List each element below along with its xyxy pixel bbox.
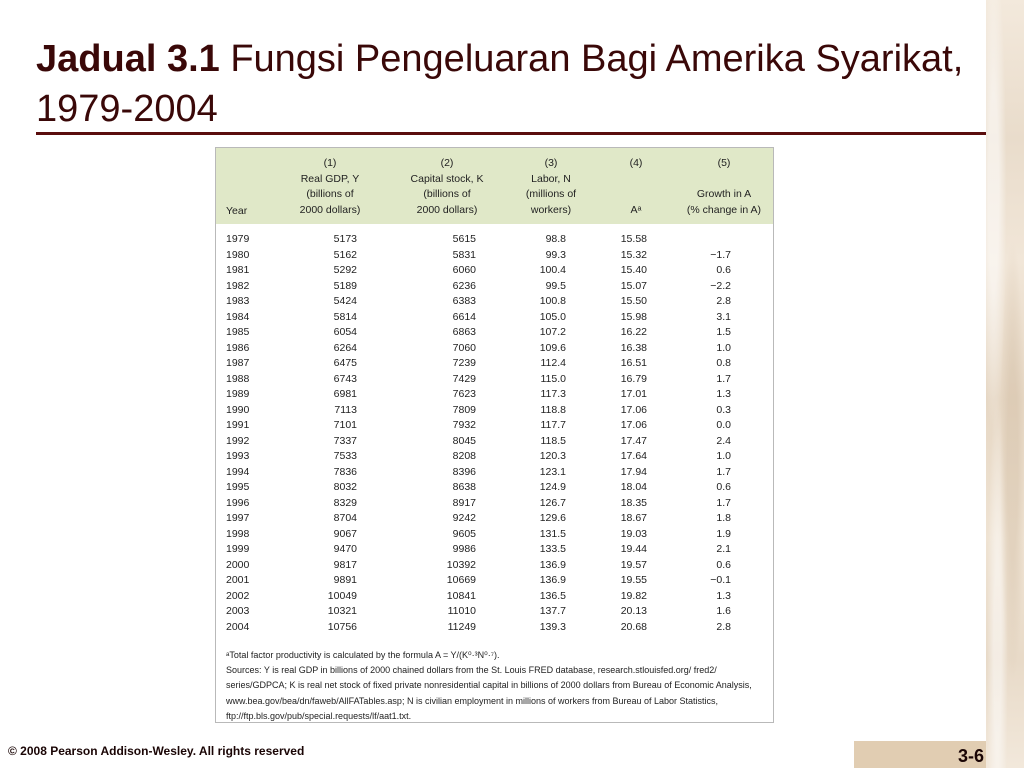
cell-tfp: 17.47 bbox=[620, 434, 647, 447]
cell-tfp: 20.68 bbox=[620, 620, 647, 633]
cell-tfp: 16.38 bbox=[620, 341, 647, 354]
sources-note: Sources: Y is real GDP in billions of 2000 chained dollars from the St. Louis FRED database, research.stlouisfed.org/ fred2/ series/GDPCA; K is real net stock of fixed private nonresidential capital in billions of 2000 dollars from Bureau of Economic Analysis, www.bea.gov/bea/dn/faweb/AllFATables.asp; N is civilian employment in millions of workers from Bureau of Labor Statistics, ftp://ftp.bls.gov/pub/special.requests/lf/aat1.txt. bbox=[226, 665, 752, 721]
table-row bbox=[216, 480, 773, 496]
header-line bbox=[676, 172, 772, 188]
cell-capital-stock: 8638 bbox=[452, 481, 476, 494]
table-row bbox=[216, 387, 773, 403]
cell-capital-stock: 8917 bbox=[452, 496, 476, 509]
cell-year: 2002 bbox=[226, 589, 250, 602]
cell-capital-stock: 9986 bbox=[452, 543, 476, 556]
cell-tfp: 18.35 bbox=[620, 496, 647, 509]
data-table-figure bbox=[215, 147, 774, 723]
header-line: Real GDP, Y bbox=[300, 172, 360, 185]
table-row bbox=[216, 341, 773, 357]
header-line: workers) bbox=[530, 203, 572, 216]
cell-growth: −2.2 bbox=[710, 279, 731, 292]
table-row bbox=[216, 449, 773, 465]
cell-labor: 136.9 bbox=[539, 558, 566, 571]
table-row bbox=[216, 604, 773, 620]
cell-capital-stock: 7239 bbox=[452, 357, 476, 370]
header-line: (3) bbox=[544, 157, 558, 169]
cell-real-gdp: 10756 bbox=[327, 620, 357, 633]
cell-tfp: 20.13 bbox=[620, 605, 647, 618]
cell-capital-stock: 6060 bbox=[452, 264, 476, 277]
header-line bbox=[606, 172, 666, 188]
cell-growth: 1.3 bbox=[716, 388, 731, 401]
cell-year: 1986 bbox=[226, 341, 250, 354]
cell-tfp: 19.57 bbox=[620, 558, 647, 571]
cell-capital-stock: 10669 bbox=[446, 574, 476, 587]
cell-real-gdp: 6743 bbox=[333, 372, 357, 385]
cell-growth: 0.6 bbox=[716, 264, 731, 277]
table-row bbox=[216, 294, 773, 310]
cell-labor: 99.3 bbox=[545, 248, 566, 261]
cell-capital-stock: 9605 bbox=[452, 527, 476, 540]
cell-labor: 123.1 bbox=[539, 465, 566, 478]
cell-tfp: 17.06 bbox=[620, 403, 647, 416]
header-line: (billions of bbox=[306, 188, 354, 200]
cell-capital-stock: 7429 bbox=[452, 372, 476, 385]
decorative-side-strip bbox=[986, 0, 1024, 768]
cell-tfp: 15.07 bbox=[620, 279, 647, 292]
copyright-notice: © 2008 Pearson Addison-Wesley. All rights reserved bbox=[8, 744, 305, 758]
cell-real-gdp: 6054 bbox=[333, 326, 357, 339]
cell-labor: 99.5 bbox=[545, 279, 566, 292]
cell-tfp: 16.22 bbox=[620, 326, 647, 339]
cell-growth: 1.3 bbox=[716, 589, 731, 602]
cell-growth: 1.7 bbox=[716, 465, 731, 478]
cell-capital-stock: 6863 bbox=[452, 326, 476, 339]
cell-labor: 126.7 bbox=[539, 496, 566, 509]
table-row bbox=[216, 511, 773, 527]
cell-labor: 136.5 bbox=[539, 589, 566, 602]
cell-year: 1999 bbox=[226, 543, 250, 556]
table-row bbox=[216, 403, 773, 419]
cell-labor: 129.6 bbox=[539, 512, 566, 525]
cell-real-gdp: 9817 bbox=[333, 558, 357, 571]
cell-growth: 1.8 bbox=[716, 512, 731, 525]
cell-real-gdp: 5162 bbox=[333, 248, 357, 261]
cell-growth: 3.1 bbox=[716, 310, 731, 323]
table-row bbox=[216, 589, 773, 605]
cell-real-gdp: 7337 bbox=[333, 434, 357, 447]
cell-year: 1993 bbox=[226, 450, 250, 463]
cell-tfp: 15.58 bbox=[620, 233, 647, 245]
page-number-badge bbox=[854, 741, 986, 768]
table-row bbox=[216, 325, 773, 341]
cell-tfp: 18.67 bbox=[620, 512, 647, 525]
cell-capital-stock: 6614 bbox=[452, 310, 476, 323]
cell-year: 1997 bbox=[226, 512, 250, 525]
cell-capital-stock: 5831 bbox=[452, 248, 476, 261]
cell-labor: 100.8 bbox=[539, 295, 566, 308]
page-number: 3-6 bbox=[957, 746, 984, 766]
table-row bbox=[216, 573, 773, 589]
header-real-gdp bbox=[280, 156, 380, 218]
cell-labor: 117.7 bbox=[540, 419, 566, 432]
cell-growth: −0.1 bbox=[710, 574, 731, 587]
cell-growth: 0.6 bbox=[716, 481, 731, 494]
cell-labor: 139.3 bbox=[539, 620, 566, 633]
cell-labor: 112.4 bbox=[540, 357, 566, 370]
cell-capital-stock: 10392 bbox=[446, 558, 476, 571]
table-row bbox=[216, 434, 773, 450]
cell-year: 1992 bbox=[226, 434, 250, 447]
cell-real-gdp: 5814 bbox=[333, 310, 357, 323]
cell-real-gdp: 10049 bbox=[327, 589, 357, 602]
header-line: (millions of bbox=[525, 188, 577, 200]
cell-real-gdp: 5189 bbox=[333, 279, 357, 292]
cell-year: 2000 bbox=[226, 558, 250, 571]
cell-growth: 2.1 bbox=[716, 543, 731, 556]
cell-capital-stock: 8396 bbox=[452, 465, 476, 478]
cell-real-gdp: 7533 bbox=[333, 450, 357, 463]
cell-capital-stock: 7809 bbox=[452, 403, 476, 416]
header-line: 2000 dollars) bbox=[299, 203, 361, 216]
cell-real-gdp: 5292 bbox=[333, 264, 357, 277]
cell-tfp: 15.98 bbox=[620, 310, 647, 323]
cell-year: 1994 bbox=[226, 465, 250, 478]
cell-labor: 133.5 bbox=[539, 543, 566, 556]
cell-growth: 0.6 bbox=[716, 558, 731, 571]
table-notes bbox=[226, 648, 766, 724]
cell-real-gdp: 9891 bbox=[333, 574, 357, 587]
cell-labor: 118.8 bbox=[540, 403, 566, 416]
cell-capital-stock: 8045 bbox=[452, 434, 476, 447]
title-divider bbox=[36, 132, 986, 135]
cell-labor: 118.5 bbox=[540, 434, 566, 447]
cell-tfp: 17.01 bbox=[620, 388, 647, 401]
cell-growth: 1.6 bbox=[716, 605, 731, 618]
cell-tfp: 19.82 bbox=[620, 589, 647, 602]
header-line: Growth in A bbox=[696, 188, 752, 200]
table-row bbox=[216, 465, 773, 481]
cell-year: 1988 bbox=[226, 372, 250, 385]
cell-tfp: 19.03 bbox=[620, 527, 647, 540]
cell-year: 1983 bbox=[226, 295, 250, 308]
header-line: (2) bbox=[440, 157, 454, 169]
cell-capital-stock: 7932 bbox=[452, 419, 476, 432]
cell-real-gdp: 8329 bbox=[333, 496, 357, 509]
cell-capital-stock: 10841 bbox=[446, 589, 476, 602]
table-row bbox=[216, 620, 773, 636]
table-row bbox=[216, 418, 773, 434]
cell-real-gdp: 8032 bbox=[333, 481, 357, 494]
table-row bbox=[216, 372, 773, 388]
cell-tfp: 17.94 bbox=[620, 465, 647, 478]
header-line bbox=[606, 187, 666, 203]
cell-labor: 131.5 bbox=[539, 527, 566, 540]
cell-labor: 136.9 bbox=[539, 574, 566, 587]
cell-real-gdp: 6981 bbox=[333, 388, 357, 401]
cell-tfp: 15.50 bbox=[620, 295, 647, 308]
header-line: (4) bbox=[629, 157, 643, 169]
cell-real-gdp: 9470 bbox=[333, 543, 357, 556]
cell-labor: 124.9 bbox=[539, 481, 566, 494]
table-row bbox=[216, 263, 773, 279]
header-growth bbox=[676, 156, 772, 218]
cell-year: 2004 bbox=[226, 620, 250, 633]
cell-year: 1979 bbox=[226, 233, 250, 245]
cell-growth: 1.9 bbox=[716, 527, 731, 540]
cell-capital-stock: 7060 bbox=[452, 341, 476, 354]
slide-title bbox=[36, 34, 976, 134]
cell-labor: 109.6 bbox=[539, 341, 566, 354]
cell-year: 1985 bbox=[226, 326, 250, 339]
cell-labor: 98.8 bbox=[545, 233, 566, 245]
cell-capital-stock: 6236 bbox=[452, 279, 476, 292]
header-line: (1) bbox=[323, 157, 337, 169]
table-row bbox=[216, 527, 773, 543]
table-row bbox=[216, 232, 773, 248]
cell-capital-stock: 9242 bbox=[452, 512, 476, 525]
title-text: Fungsi Pengeluaran Bagi Amerika Syarikat, 1979-2004 bbox=[36, 38, 964, 130]
title-table-number: Jadual 3.1 bbox=[36, 38, 220, 80]
cell-growth: 0.0 bbox=[716, 419, 731, 432]
cell-capital-stock: 11249 bbox=[447, 620, 476, 633]
cell-real-gdp: 6475 bbox=[333, 357, 357, 370]
table-row bbox=[216, 558, 773, 574]
cell-growth: 2.8 bbox=[716, 295, 731, 308]
cell-growth: 0.8 bbox=[716, 357, 731, 370]
cell-capital-stock: 5615 bbox=[452, 233, 476, 245]
cell-growth: 1.0 bbox=[716, 450, 731, 463]
cell-growth: 1.5 bbox=[716, 326, 731, 339]
cell-tfp: 16.51 bbox=[620, 357, 647, 370]
cell-year: 1998 bbox=[226, 527, 250, 540]
cell-labor: 115.0 bbox=[540, 372, 566, 385]
cell-tfp: 15.40 bbox=[620, 264, 647, 277]
cell-growth: 1.7 bbox=[716, 496, 731, 509]
cell-year: 1991 bbox=[226, 419, 250, 432]
cell-year: 1987 bbox=[226, 357, 250, 370]
cell-labor: 120.3 bbox=[539, 450, 566, 463]
cell-year: 1982 bbox=[226, 279, 250, 292]
cell-tfp: 15.32 bbox=[620, 248, 647, 261]
cell-year: 2001 bbox=[226, 574, 250, 587]
cell-capital-stock: 7623 bbox=[452, 388, 476, 401]
cell-capital-stock: 11010 bbox=[447, 605, 476, 618]
cell-year: 1980 bbox=[226, 248, 250, 261]
cell-year: 1989 bbox=[226, 388, 250, 401]
header-line: (billions of bbox=[423, 188, 471, 200]
header-year: Year bbox=[226, 205, 248, 217]
cell-real-gdp: 9067 bbox=[333, 527, 357, 540]
table-row bbox=[216, 310, 773, 326]
cell-tfp: 19.44 bbox=[620, 543, 647, 556]
cell-tfp: 16.79 bbox=[620, 372, 647, 385]
cell-growth: 1.0 bbox=[716, 341, 731, 354]
cell-tfp: 19.55 bbox=[620, 574, 647, 587]
header-line: (5) bbox=[717, 157, 731, 169]
cell-tfp: 17.64 bbox=[620, 450, 647, 463]
header-tfp bbox=[606, 156, 666, 218]
table-header bbox=[216, 148, 773, 224]
cell-year: 2003 bbox=[226, 605, 250, 618]
cell-real-gdp: 5173 bbox=[333, 233, 357, 245]
cell-capital-stock: 8208 bbox=[452, 450, 476, 463]
cell-growth: −1.7 bbox=[710, 248, 731, 261]
table-row bbox=[216, 248, 773, 264]
header-labor bbox=[506, 156, 596, 218]
cell-real-gdp: 7113 bbox=[334, 403, 357, 416]
header-line: Capital stock, K bbox=[410, 172, 484, 185]
footnote-a: ᵃTotal factor productivity is calculated by the formula A = Y/(K⁰·³N⁰·⁷). bbox=[226, 650, 500, 660]
header-line: (% change in A) bbox=[686, 203, 762, 216]
cell-tfp: 17.06 bbox=[620, 419, 647, 432]
table-body bbox=[216, 232, 773, 635]
cell-real-gdp: 10321 bbox=[327, 605, 357, 618]
cell-growth: 1.7 bbox=[716, 372, 731, 385]
header-capital-stock bbox=[392, 156, 502, 218]
cell-year: 1981 bbox=[226, 264, 250, 277]
cell-year: 1996 bbox=[226, 496, 250, 509]
table-row bbox=[216, 356, 773, 372]
cell-labor: 107.2 bbox=[539, 326, 566, 339]
cell-real-gdp: 7101 bbox=[333, 419, 357, 432]
table-row bbox=[216, 542, 773, 558]
cell-growth: 0.3 bbox=[716, 403, 731, 416]
header-line: Labor, N bbox=[531, 172, 571, 185]
cell-real-gdp: 6264 bbox=[333, 341, 357, 354]
table-row bbox=[216, 496, 773, 512]
cell-year: 1984 bbox=[226, 310, 250, 323]
cell-tfp: 18.04 bbox=[620, 481, 647, 494]
cell-labor: 100.4 bbox=[539, 264, 566, 277]
cell-growth: 2.8 bbox=[716, 620, 731, 633]
table-row bbox=[216, 279, 773, 295]
header-line: 2000 dollars) bbox=[416, 203, 478, 216]
cell-capital-stock: 6383 bbox=[452, 295, 476, 308]
cell-labor: 105.0 bbox=[539, 310, 566, 323]
cell-real-gdp: 5424 bbox=[333, 295, 357, 308]
cell-year: 1990 bbox=[226, 403, 250, 416]
cell-year: 1995 bbox=[226, 481, 250, 494]
cell-labor: 137.7 bbox=[539, 605, 566, 618]
cell-labor: 117.3 bbox=[540, 388, 566, 401]
cell-growth: 2.4 bbox=[716, 434, 731, 447]
cell-real-gdp: 7836 bbox=[333, 465, 357, 478]
header-line: Aᵃ bbox=[630, 203, 642, 216]
cell-real-gdp: 8704 bbox=[333, 512, 357, 525]
